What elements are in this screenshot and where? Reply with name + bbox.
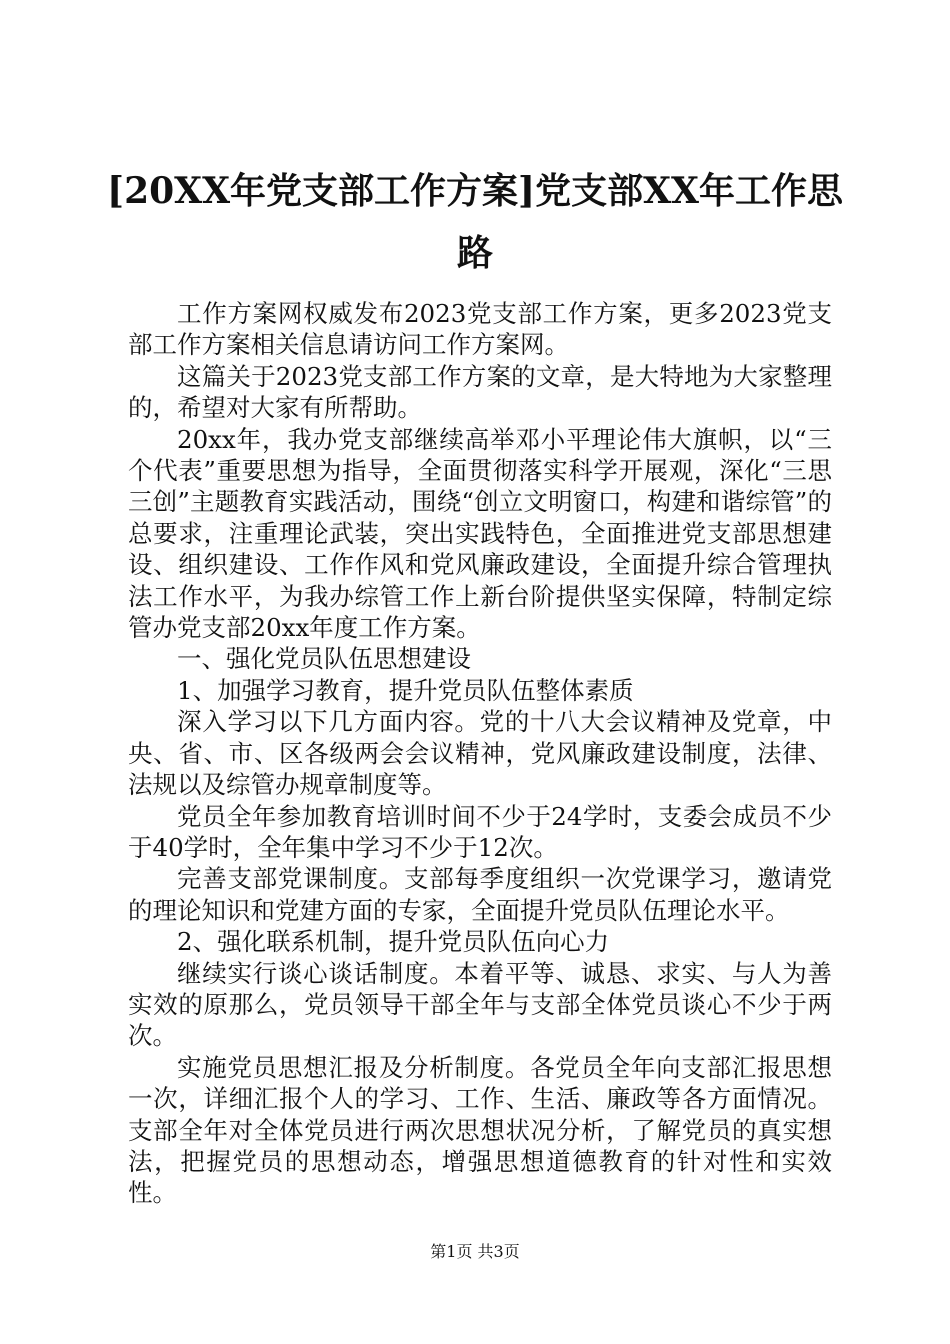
section-heading: 一、强化党员队伍思想建设 xyxy=(177,644,471,674)
paragraph: 20xx年，我办党支部继续高举邓小平理论伟大旗帜，以“三个代表”重要思想为指导，全面贯彻落实科学开展观，深化“三思三创”主题教育实践活动，围绕“创立文明窗口，构建和谐综管”的总要求，注重理论武装，突出实践特色，全面推进党支部思想建设、组织建设、工作作风和党风廉政建设，全面提升综合管理执法工作水平，为我办综管工作上新台阶提供坚实保障，特制定综管办党支部20xx年度工作方案。 xyxy=(128,424,832,643)
subsection-heading: 1、加强学习教育，提升党员队伍整体素质 xyxy=(177,675,634,705)
paragraph: 工作方案网权威发布2023党支部工作方案，更多2023党支部工作方案相关信息请访问工作方案网。 xyxy=(128,299,832,360)
paragraph: 深入学习以下几方面内容。党的十八大会议精神及党章，中央、省、市、区各级两会会议精神，党风廉政建设制度，法律、法规以及综管办规章制度等。 xyxy=(128,707,832,800)
paragraph: 党员全年参加教育培训时间不少于24学时，支委会成员不少于40学时，全年集中学习不少于12次。 xyxy=(128,801,832,862)
paragraph: 这篇关于2023党支部工作方案的文章，是大特地为大家整理的，希望对大家有所帮助。 xyxy=(128,361,832,423)
page-footer: 第1页 共3页 xyxy=(430,1242,520,1261)
subsection-heading: 2、强化联系机制，提升党员队伍向心力 xyxy=(177,927,610,957)
paragraph: 实施党员思想汇报及分析制度。各党员全年向支部汇报思想一次，详细汇报个人的学习、工作、生活、廉政等各方面情况。支部全年对全体党员进行两次思想状况分析，了解党员的真实想法，把握党员的思想动态，增强思想道德教育的针对性和实效性。 xyxy=(128,1052,832,1208)
paragraph: 继续实行谈心谈话制度。本着平等、诚恳、求实、与人为善实效的原那么，党员领导干部全年与支部全体党员谈心不少于两次。 xyxy=(128,958,832,1051)
document-title: [20XX年党支部工作方案]党支部XX年工作思路 xyxy=(107,170,843,274)
paragraph: 完善支部党课制度。支部每季度组织一次党课学习，邀请党的理论知识和党建方面的专家，全面提升党员队伍理论水平。 xyxy=(128,864,832,925)
document-body xyxy=(128,298,832,1209)
